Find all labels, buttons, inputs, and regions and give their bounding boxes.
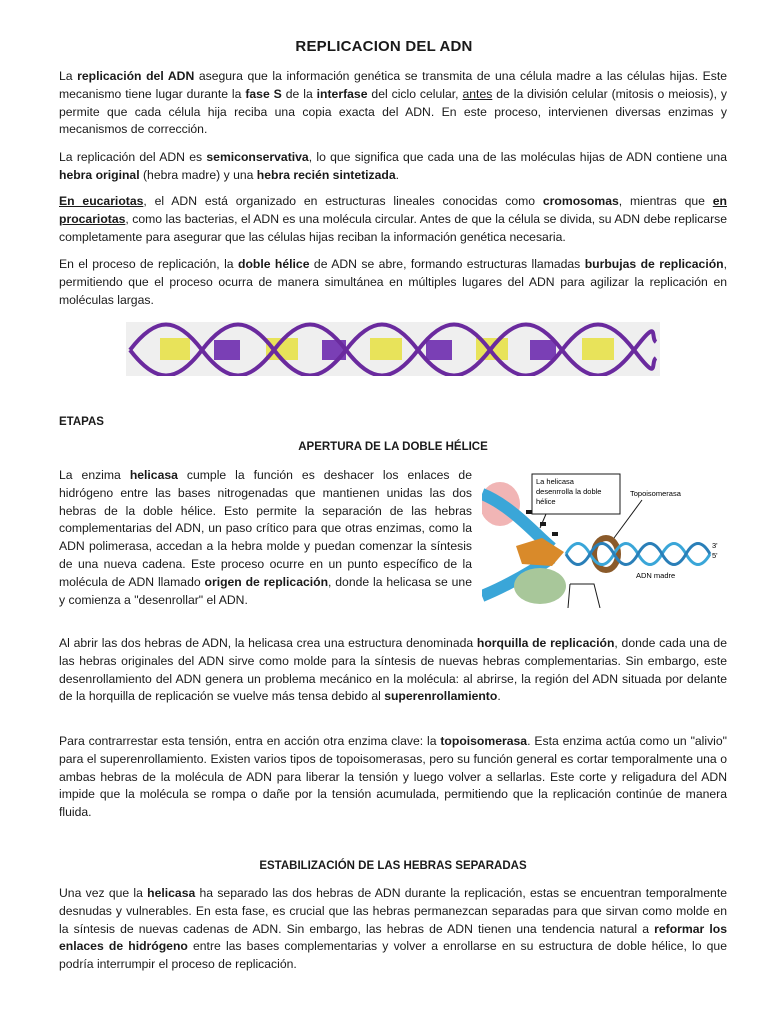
text: En el proceso de replicación, la	[59, 257, 238, 271]
bold-term: origen de replicación	[204, 574, 329, 589]
bold-term: helicasa	[147, 886, 196, 900]
text: La replicación del ADN es	[59, 150, 207, 164]
page-title: REPLICACION DEL ADN	[295, 38, 473, 55]
helicase-enzyme-shape	[516, 538, 564, 566]
stabilization-paragraph	[59, 885, 727, 974]
three-prime-label: 3'	[712, 541, 718, 550]
text: , el ADN está organizado en estructuras lineales conocidas como	[143, 194, 543, 208]
text: .	[395, 167, 400, 182]
base-pair-block	[426, 340, 452, 360]
text: , como las bacterias, el ADN es una molécula circular. Antes de que la célula se divida, su ADN debe replicarse completamente para asegurar que las células hijas reciban la información genética necesaria.	[59, 211, 727, 244]
strand-tick	[526, 510, 532, 514]
text: .	[497, 689, 501, 704]
parent-dna-label: ADN madre	[636, 571, 676, 580]
intro-paragraph	[59, 68, 727, 139]
bold-term: interfase	[316, 86, 368, 101]
base-pair-block	[582, 338, 614, 360]
base-pair-block	[160, 338, 190, 360]
bold-term: reformar los enlaces de hidrógeno	[59, 921, 727, 954]
helicase-paragraph	[59, 467, 472, 609]
section1-heading: APERTURA DE LA DOBLE HÉLICE	[298, 441, 488, 453]
callout-text-line1: La helicasa	[536, 477, 574, 486]
helicase-diagram	[482, 466, 732, 608]
bold-term: burbujas de replicación	[584, 257, 724, 271]
base-pair-block	[214, 340, 240, 360]
text: ha separado las dos hebras de ADN durante la replicación, estas se encuentran temporalmente desnudas y vulnerables. En esta fase, es crucial que las hebras permanezcan separadas para que sirvan como molde en la síntesis de nuevas cadenas de ADN. Sin embargo, las hebras de ADN tienen una tendencia natural a	[59, 886, 727, 936]
text: , mientras que	[618, 194, 713, 208]
text: , permitiendo que el proceso ocurra de manera simultánea en múltiples lugares del ADN para agilizar la replicación en moléculas largas.	[59, 257, 727, 307]
bold-term: cromosomas	[542, 194, 619, 208]
underlined-term: antes	[462, 86, 493, 101]
callout-text-line2: desenrrolla la doble	[536, 487, 602, 496]
callout-text-line3: hélice	[536, 497, 556, 506]
replication-fork-paragraph	[59, 635, 727, 706]
text: Al abrir las dos hebras de ADN, la helicasa crea una estructura denominada	[59, 636, 477, 650]
text: Una vez que la	[59, 886, 148, 900]
text: . Esta enzima actúa como un "alivio" para el superenrollamiento. Existen varios tipos de topoisomerasas, pero su función general es cortar temporalmente una o ambas hebras de la molécula de ADN para liberar la tensión y luego volver a sellarlas. Este corte y religadura del ADN impide que la molécula se rompa o dañe por la tensión acumulada, permitiendo que la replicación continúe de manera fluida.	[59, 734, 727, 820]
topoisomerase-paragraph	[59, 733, 727, 822]
text: cumple la función es deshacer los enlaces de hidrógeno entre las bases nitrogenadas que mantienen unidas las dos hebras de la doble hélice. Esto permite la separación de las hebras complementarias del ADN, un paso crítico para que otras enzimas, como la ADN polimerasa, accedan a la hebra molde y puedan comenzar la síntesis de una nueva cadena. Este proceso ocurre en un punto específico de la molécula de ADN llamado	[59, 468, 472, 589]
bold-term: superenrollamiento	[384, 689, 498, 704]
bold-term: hebra original	[59, 167, 140, 182]
bold-underlined-term: en procariotas	[59, 194, 727, 226]
diagram-leader-lines	[568, 584, 600, 608]
strand-tick	[552, 532, 558, 536]
replication-bubbles-paragraph	[59, 256, 727, 309]
section-label-etapas: ETAPAS	[59, 416, 104, 428]
bold-term: replicación del ADN	[77, 69, 195, 83]
text: de ADN se abre, formando estructuras llamadas	[309, 257, 585, 271]
dna-helix-svg	[126, 322, 660, 376]
five-prime-label: 5'	[712, 551, 718, 560]
bold-term: fase S	[245, 86, 282, 101]
helix-bases	[160, 338, 614, 360]
topoisomerase-label: Topoisomerasa	[630, 489, 681, 498]
enzyme-shape-green	[514, 568, 566, 604]
base-pair-block	[370, 338, 402, 360]
text: , donde la helicasa se une y comienza a "desenrollar" el ADN.	[59, 574, 472, 607]
text: de la	[281, 86, 317, 101]
bold-term: semiconservativa	[206, 150, 309, 164]
helicase-diagram-svg	[482, 466, 732, 608]
text: (hebra madre) y una	[139, 167, 257, 182]
eukaryote-paragraph	[59, 193, 727, 246]
bold-term: doble hélice	[238, 257, 310, 271]
text: La enzima	[59, 468, 130, 482]
text: , donde cada una de las hebras originales del ADN sirve como molde para la síntesis de nuevas hebras complementarias. Sin embargo, este desenrollamiento del ADN genera un problema mecánico en la molécula: al abrirse, la región del ADN situada por delante de la horquilla de replicación se vuelve más tensa debido al	[59, 636, 727, 704]
bold-underlined-term: En eucariotas	[59, 194, 144, 208]
text: de la división celular (mitosis o meiosis), y permite que cada célula hija reciba una copia exacta del ADN. En este proceso, intervienen diversas enzimas y mecanismos de corrección.	[59, 86, 728, 137]
text: La	[59, 69, 78, 83]
bold-term: helicasa	[129, 468, 178, 482]
bold-term: horquilla de replicación	[476, 636, 615, 650]
base-pair-block	[530, 340, 556, 360]
text: , lo que significa que cada una de las moléculas hijas de ADN contiene una	[308, 150, 727, 164]
text: entre las bases complementarias y volver a enrollarse en su estructura de doble hélice, lo que podría interrumpir el proceso de replicación.	[59, 939, 727, 972]
text: Para contrarrestar esta tensión, entra en acción otra enzima clave: la	[59, 734, 441, 748]
parent-dna-helix-b	[566, 544, 710, 565]
bold-term: topoisomerasa	[440, 734, 528, 748]
section2-heading: ESTABILIZACIÓN DE LAS HEBRAS SEPARADAS	[259, 860, 527, 872]
text: del ciclo celular,	[367, 86, 463, 101]
bold-term: hebra recién sintetizada	[256, 167, 396, 182]
text: asegura que la información genética se transmita de una célula madre a las células hijas. Este mecanismo tiene lugar durante la	[59, 69, 727, 101]
semiconservative-paragraph	[59, 149, 727, 185]
dna-helix-illustration	[126, 322, 660, 376]
